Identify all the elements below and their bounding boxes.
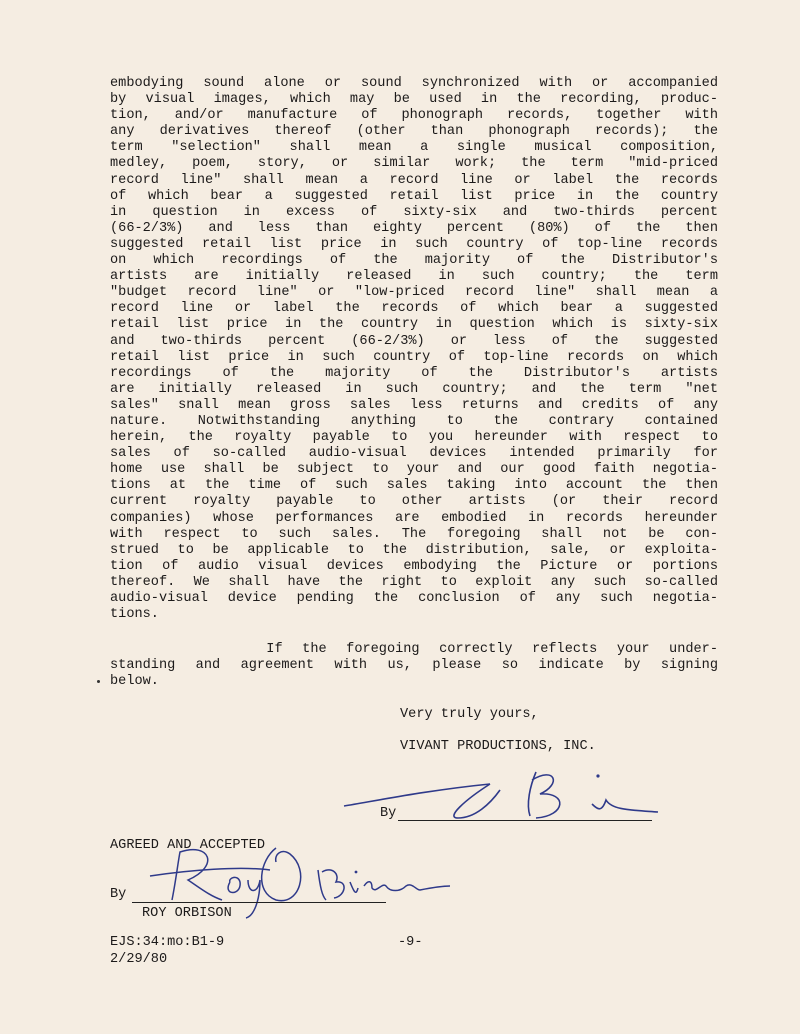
by-label-company: By — [380, 806, 397, 821]
document-reference-code: EJS:34:mo:B1-9 — [110, 935, 225, 950]
body-text-line: record line or label the records of which bear a suggested — [110, 301, 718, 317]
body-text-line: embodying sound alone or sound synchronized with or accompanied — [110, 76, 718, 91]
body-text-line: with respect to such sales. The foregoing shall not be con- — [110, 526, 718, 542]
body-text-line: "budget record line" or "low-priced record line" shall mean a — [110, 285, 718, 301]
closing-paragraph-line: If the foregoing correctly reflects your under- — [110, 642, 718, 657]
body-text-line: retail list price in such country of top-line records on which — [110, 349, 718, 365]
body-text-line: home use shall be subject to your and our good faith negotia- — [110, 462, 718, 478]
body-text-line: nature. Notwithstanding anything to the contrary contained — [110, 413, 718, 429]
by-label-artist: By — [110, 887, 127, 902]
body-text-line: strued to be applicable to the distribution, sale, or exploita- — [110, 542, 718, 558]
body-text-line: recordings of the majority of the Distributor's artists — [110, 365, 718, 381]
body-text-line: artists are initially released in such country; the term — [110, 269, 718, 285]
document-date: 2/29/80 — [110, 952, 168, 967]
body-text-line: of which bear a suggested retail list price in the country — [110, 188, 718, 204]
body-text-line: tion of audio visual devices embodying the Picture or portions — [110, 558, 718, 574]
body-text-line: sales" snall mean gross sales less returns and credits of any — [110, 397, 718, 413]
body-text-line: and two-thirds percent (66-2/3%) or less of the suggested — [110, 333, 718, 349]
closing-paragraph-line: standing and agreement with us, please so indicate by signing — [110, 658, 718, 674]
body-text-line: sales of so-called audio-visual devices intended primarily for — [110, 446, 718, 462]
closing-paragraph-line: below. — [110, 674, 159, 690]
body-text-line: tions at the time of such sales taking into account the then — [110, 478, 718, 494]
body-text-line: are initially released in such country; and the term "net — [110, 381, 718, 397]
body-text-line: in question in excess of sixty-six and two-thirds percent — [110, 204, 718, 220]
company-name: VIVANT PRODUCTIONS, INC. — [400, 739, 596, 754]
body-text-line: by visual images, which may be used in the recording, produc- — [110, 92, 718, 108]
page-number: -9- — [398, 935, 423, 950]
artist-signature-line — [132, 902, 386, 903]
stray-mark — [97, 680, 100, 683]
body-text-line: medley, poem, story, or similar work; the term "mid-priced — [110, 156, 718, 172]
body-text-line: current royalty payable to other artists (or their record — [110, 494, 718, 510]
body-text-line: suggested retail list price in such country of top-line records — [110, 236, 718, 252]
body-text-line: record line" shall mean a record line or label the records — [110, 172, 718, 188]
body-text-line: (66-2/3%) and less than eighty percent (80%) of the then — [110, 220, 718, 236]
body-text-line: any derivatives thereof (other than phonograph records); the — [110, 124, 718, 140]
closing-request-paragraph — [110, 642, 718, 690]
company-signature-line — [398, 820, 652, 821]
body-text-line: on which recordings of the majority of the Distributor's — [110, 253, 718, 269]
body-text-line: audio-visual device pending the conclusion of any such negotia- — [110, 591, 718, 606]
artist-name: ROY ORBISON — [142, 906, 232, 921]
body-text-line: retail list price in the country in question which is sixty-six — [110, 317, 718, 333]
body-text-line: term "selection" shall mean a single musical composition, — [110, 140, 718, 156]
body-text-line: tion, and/or manufacture of phonograph records, together with — [110, 108, 718, 124]
contract-body-paragraph — [110, 76, 718, 623]
body-text-line: thereof. We shall have the right to exploit any such so-called — [110, 574, 718, 590]
body-text-line: herein, the royalty payable to you hereunder with respect to — [110, 430, 718, 446]
closing-salutation: Very truly yours, — [400, 707, 539, 722]
body-text-line: tions. — [110, 607, 159, 623]
agreed-and-accepted-label: AGREED AND ACCEPTED — [110, 838, 265, 853]
body-text-line: companies) whose performances are embodied in records hereunder — [110, 510, 718, 526]
